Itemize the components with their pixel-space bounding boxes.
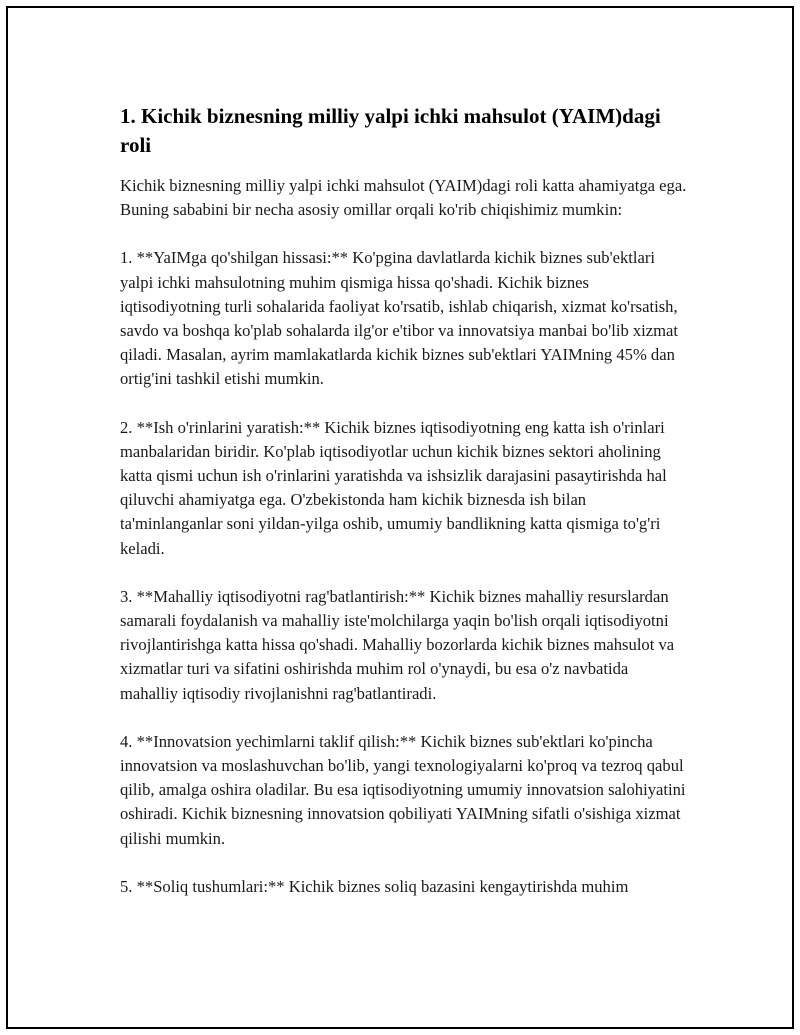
intro-paragraph: Kichik biznesning milliy yalpi ichki mahsulot (YAIM)dagi roli katta ahamiyatga ega. Buning sababini bir necha asosiy omillar orqali ko'rib chiqishimiz mumkin: <box>120 176 687 220</box>
document-title: 1. Kichik biznesning milliy yalpi ichki mahsulot (YAIM)dagi roli <box>120 104 661 157</box>
paragraph-local-economy: 3. **Mahalliy iqtisodiyotni rag'batlantirish:** Kichik biznes mahalliy resurslardan samarali foydalanish va mahalliy iste'molchilarga yaqin bo'lish orqali iqtisodiyotni rivojlantirishga katta hissa qo'shadi. Mahalliy bozorlarda kichik biznes mahsulot va xizmatlar turi va sifatini oshirishda muhim rol o'ynaydi, bu esa o'z navbatida mahalliy iqtisodiy rivojlanishni rag'batlantiradi. <box>120 586 675 703</box>
paragraph-job-creation: 2. **Ish o'rinlarini yaratish:** Kichik biznes iqtisodiyotning eng katta ish o'rinlari manbalaridan biridir. Ko'plab iqtisodiyotlar uchun kichik biznes sektori aholining katta qismi uchun ish o'rinlarini yaratishda va ishsizlik darajasini pasaytirishda hal qiluvchi ahamiyatga ega. O'zbekistonda ham kichik biznesda ish bilan ta'minlanganlar soni yildan-yilga oshib, umumiy bandlikning katta qismiga to'g'ri keladi. <box>120 417 667 558</box>
document-content <box>120 102 690 923</box>
paragraph-tax-revenue: 5. **Soliq tushumlari:** Kichik biznes soliq bazasini kengaytirishda muhim <box>120 876 629 896</box>
paragraph-innovation: 4. **Innovatsion yechimlarni taklif qilish:** Kichik biznes sub'ektlari ko'pincha innovatsion va moslashuvchan bo'lib, yangi texnologiyalarni ko'proq va tezroq qabul qilib, amalga oshira oladilar. Bu esa iqtisodiyotning umumiy innovatsion salohiyatini oshiradi. Kichik biznesning innovatsion qobiliyati YAIMning sifatli o'sishiga xizmat qilishi mumkin. <box>120 731 686 848</box>
paragraph-gdp-contribution: 1. **YaIMga qo'shilgan hissasi:** Ko'pgina davlatlarda kichik biznes sub'ektlari yalpi ichki mahsulotning muhim qismiga hissa qo'shadi. Kichik biznes iqtisodiyotning turli sohalarida faoliyat ko'rsatib, ishlab chiqarish, xizmat ko'rsatish, savdo va boshqa ko'plab sohalarda ilg'or e'tibor va innovatsiya manbai bo'lib xizmat qiladi. Masalan, ayrim mamlakatlarda kichik biznes sub'ektlari YAIMning 45% dan ortig'ini tashkil etishi mumkin. <box>120 248 679 389</box>
document-page <box>6 6 794 1029</box>
